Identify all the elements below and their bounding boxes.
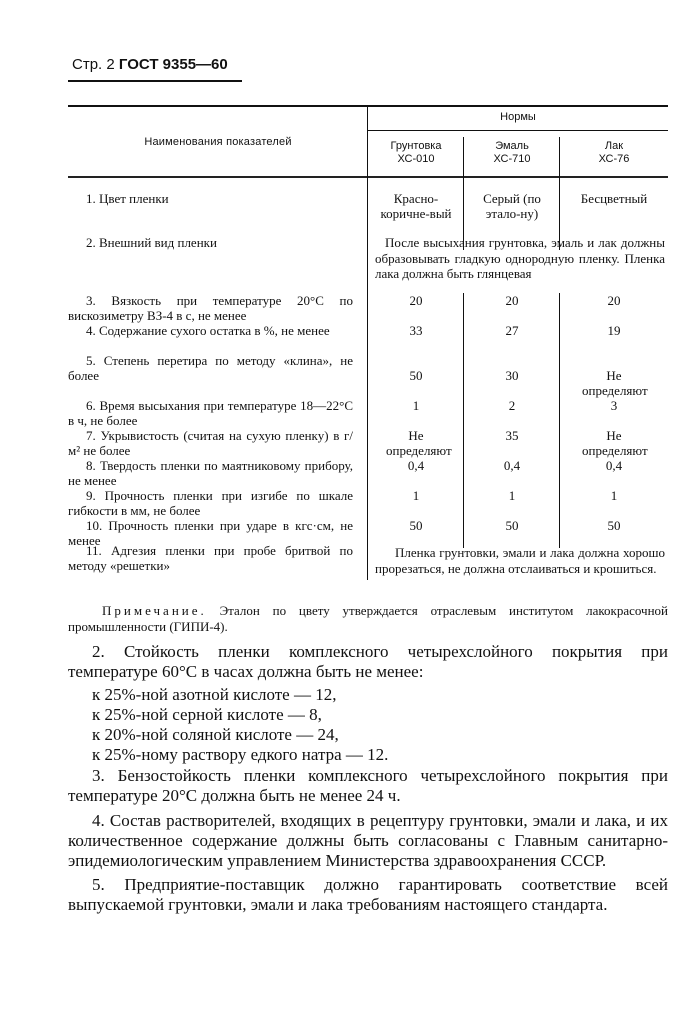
standard-number: ГОСТ 9355—60 <box>118 56 228 73</box>
column-header-primer <box>368 140 464 166</box>
paragraph-5: 5. Предприятие-поставщик должно гарантировать соответствие всей выпускаемой грунтовки, эмали и лака требованиям настоящего стандарта. <box>68 875 668 914</box>
specs-table <box>68 105 668 580</box>
table-span-cell: После высыхания грунтовка, эмаль и лак должны образовывать гладкую однородную пленку. Пленка лака должна быть глянцевая <box>375 235 665 281</box>
column-header-enamel <box>464 140 560 166</box>
table-cell: 50 <box>409 368 423 383</box>
table-row-name: 3. Вязкость при температуре 20°С по вискозиметру ВЗ-4 в с, не менее <box>68 293 353 323</box>
table-cell: 0,4 <box>407 458 425 473</box>
header-text <box>72 56 228 73</box>
table-note <box>68 603 668 635</box>
table-cell: 20 <box>505 293 519 308</box>
table-cell: 19 <box>607 323 621 338</box>
norms-rule <box>368 130 668 131</box>
table-cell: 50 <box>505 518 519 533</box>
page-number: Стр. 2 <box>72 56 115 73</box>
table-row-name: 10. Прочность пленки при ударе в кгс·см, не менее <box>68 518 353 548</box>
table-cell: 0,4 <box>605 458 623 473</box>
table-row-name: 4. Содержание сухого остатка в %, не менее <box>86 323 330 338</box>
list-item: к 25%-ному раствору едкого натра — 12. <box>92 745 389 764</box>
paragraph-3: 3. Бензостойкость пленки комплексного четырехслойного покрытия при температуре 20°С должна быть не менее 24 ч. <box>68 766 668 805</box>
table-cell: 50 <box>607 518 621 533</box>
column-header-name: Наименования показателей <box>144 136 292 148</box>
table-top-rule <box>68 105 668 107</box>
table-row-name: 2. Внешний вид пленки <box>86 235 217 250</box>
table-cell: 0,4 <box>503 458 521 473</box>
table-row-name: 1. Цвет пленки <box>86 191 169 206</box>
column-header-line: Эмаль <box>495 140 529 152</box>
table-cell: 1 <box>508 488 516 503</box>
table-row-name: 5. Степень перетира по методу «клина», не более <box>68 353 353 383</box>
table-row-name: 11. Адгезия пленки при пробе бритвой по методу «решетки» <box>68 543 353 573</box>
table-cell: 20 <box>409 293 423 308</box>
table-cell: Красно-коричне-вый <box>380 191 452 221</box>
table-row-name: 8. Твердость пленки по маятниковому прибору, не менее <box>68 458 353 488</box>
table-cell: 1 <box>610 488 618 503</box>
paragraph-2: 2. Стойкость пленки комплексного четырехслойного покрытия при температуре 60°С в часах должна быть не менее: <box>68 642 668 681</box>
table-cell: 50 <box>409 518 423 533</box>
table-cell: Не определяют <box>386 428 452 458</box>
table-cell: 33 <box>409 323 423 338</box>
table-row-name: 9. Прочность пленки при изгибе по шкале гибкости в мм, не более <box>68 488 353 518</box>
column-header-line: ХС-010 <box>397 153 435 165</box>
header-rule <box>68 80 242 82</box>
table-cell: 27 <box>505 323 519 338</box>
table-cell: 2 <box>508 398 516 413</box>
column-divider <box>367 105 368 580</box>
paragraph-4: 4. Состав растворителей, входящих в рецептуру грунтовки, эмали и лака, и их количественное содержание должны быть согласованы с Главным санитарно-эпидемиологическим управлением Министерства здравоохранения СССР. <box>68 811 668 870</box>
table-header-rule <box>68 176 668 178</box>
table-row-name: 6. Время высыхания при температуре 18—22°С в ч, не более <box>68 398 353 428</box>
table-cell: Не определяют <box>582 368 648 398</box>
column-header-line: ХС-710 <box>493 153 531 165</box>
column-header-line: ХС-76 <box>598 153 630 165</box>
table-span-cell: Пленка грунтовки, эмали и лака должна хорошо прорезаться, не должна отслаиваться и крошиться. <box>375 545 665 576</box>
table-row-name: 7. Укрывистость (считая на сухую пленку) в г/м² не более <box>68 428 353 458</box>
list-item: к 20%-ной соляной кислоте — 24, <box>92 725 339 744</box>
note-text: Эталон по цвету утверждается отраслевым институтом лакокрасочной промышленности (ГИПИ-4). <box>68 603 669 634</box>
table-cell: Серый (по этало-ну) <box>483 191 541 221</box>
table-cell: 3 <box>610 398 618 413</box>
table-cell: 20 <box>607 293 621 308</box>
table-cell: 30 <box>505 368 519 383</box>
column-header-lacquer <box>560 140 668 166</box>
column-header-line: Грунтовка <box>390 140 442 152</box>
note-label: Примечание. <box>102 603 207 618</box>
table-cell: Не определяют <box>582 428 648 458</box>
list-item: к 25%-ной серной кислоте — 8, <box>92 705 322 724</box>
table-cell: 1 <box>412 488 420 503</box>
table-cell: 1 <box>412 398 420 413</box>
table-cell: 35 <box>505 428 519 443</box>
acid-resistance-list <box>92 685 388 765</box>
list-item: к 25%-ной азотной кислоте — 12, <box>92 685 337 704</box>
table-cell: Бесцветный <box>580 191 648 206</box>
column-header-norms: Нормы <box>500 111 536 123</box>
column-header-line: Лак <box>604 140 624 152</box>
